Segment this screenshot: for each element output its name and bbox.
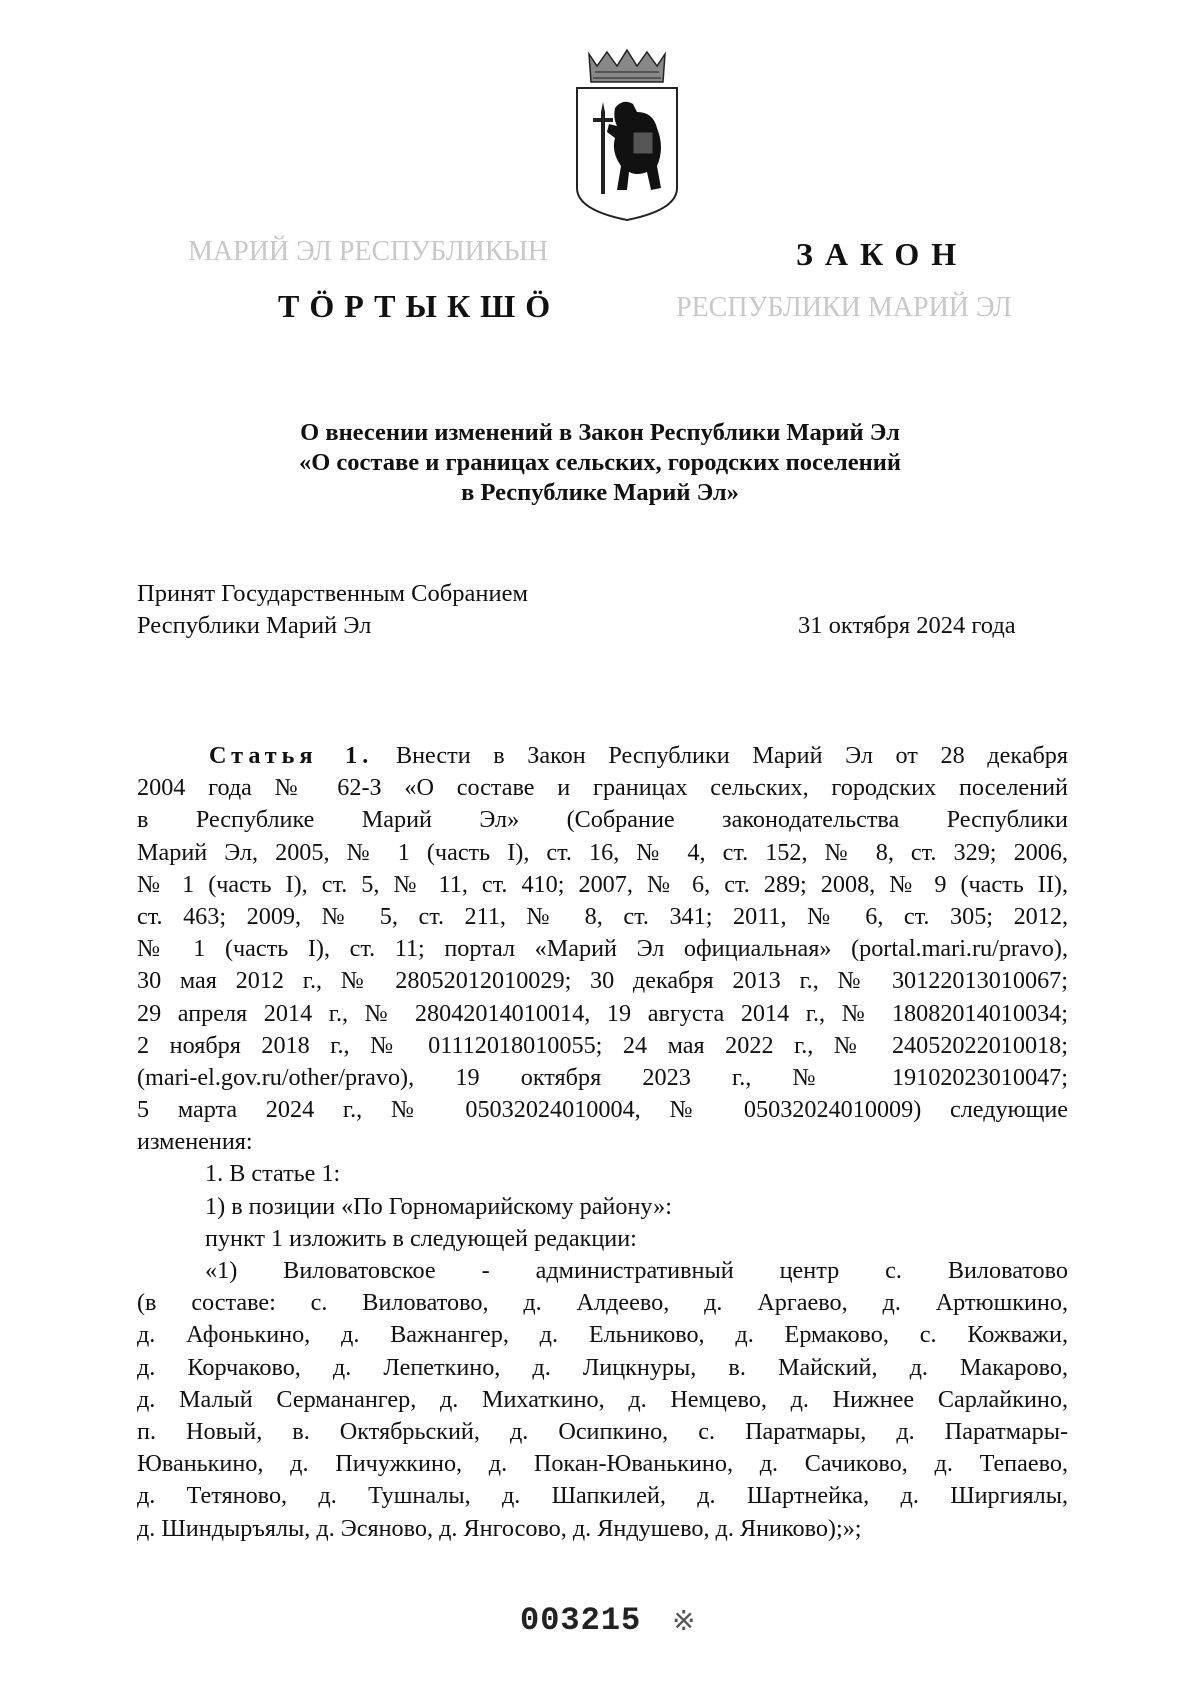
article-line: 30 мая 2012 г., № 28052012010029; 30 декабря 2013 г., № 30122013010067; <box>137 967 1068 995</box>
list-item: 1) в позиции «По Горномарийскому району»: <box>205 1192 672 1220</box>
adoption-line: Принят Государственным Собранием <box>137 580 528 607</box>
quote-line: д. Тетяново, д. Тушналы, д. Шапкилей, д. Шартнейка, д. Ширгиялы, <box>137 1482 1068 1510</box>
law-title-line: в Республике Марий Эл» <box>461 479 739 506</box>
header-mari-line2: ТӦРТЫКШӦ <box>278 288 561 324</box>
law-title-line: «О составе и границах сельских, городских поселений <box>298 449 901 476</box>
law-title-line: О внесении изменений в Закон Республики Марий Эл <box>300 419 900 446</box>
adoption-date: 31 октября 2024 года <box>798 612 1016 639</box>
header-ru-line1: ЗАКОН <box>796 236 969 272</box>
article-label: Статья 1. <box>209 742 374 769</box>
quote-line: д. Малый Серманангер, д. Михаткино, д. Немцево, д. Нижнее Сарлайкино, <box>137 1385 1068 1413</box>
article-line: изменения: <box>137 1128 253 1156</box>
article-line: Марий Эл, 2005, № 1 (часть I), ст. 16, № 4, ст. 152, № 8, ст. 329; 2006, <box>137 838 1068 866</box>
asterisk-icon: ※ <box>672 1604 696 1637</box>
article-line: 2004 года № 62-З «О составе и границах сельских, городских поселений <box>137 774 1068 802</box>
adoption-line: Республики Марий Эл <box>137 612 372 639</box>
coat-of-arms-icon <box>571 48 683 223</box>
quote-line: (в составе: с. Виловатово, д. Алдеево, д. Аргаево, д. Артюшкино, <box>137 1289 1068 1317</box>
article-line: № 1 (часть I), ст. 5, № 11, ст. 410; 2007, № 6, ст. 289; 2008, № 9 (часть II), <box>137 870 1068 898</box>
article-line: ст. 463; 2009, № 5, ст. 211, № 8, ст. 341; 2011, № 6, ст. 305; 2012, <box>137 902 1068 930</box>
article-text: Внести в Закон Республики Марий Эл от 28 декабря <box>395 742 1068 769</box>
header-mari-line1: МАРИЙ ЭЛ РЕСПУБЛИКЫН <box>188 236 549 267</box>
document-number-stamp: 003215 <box>520 1602 642 1639</box>
quote-line: Юванькино, д. Пичужкино, д. Покан-Юванькино, д. Сачиково, д. Тепаево, <box>137 1450 1068 1478</box>
article-line <box>137 740 1068 772</box>
quote-line: д. Корчаково, д. Лепеткино, д. Лицкнуры, в. Майский, д. Макарово, <box>137 1353 1068 1381</box>
article-line: 5 марта 2024 г., № 05032024010004, № 05032024010009) следующие <box>137 1096 1068 1124</box>
article-body <box>137 740 1068 1545</box>
article-line: в Республике Марий Эл» (Собрание законодательства Республики <box>137 806 1068 834</box>
quote-line: п. Новый, в. Октябрьский, д. Осипкино, с. Паратмары, д. Паратмары- <box>137 1417 1068 1445</box>
header-ru-line2: РЕСПУБЛИКИ МАРИЙ ЭЛ <box>676 292 1012 323</box>
list-item: пункт 1 изложить в следующей редакции: <box>205 1224 637 1252</box>
law-title <box>150 418 1050 508</box>
article-line: № 1 (часть I), ст. 11; портал «Марий Эл официальная» (portal.mari.ru/pravo), <box>137 935 1068 963</box>
article-line: 2 ноября 2018 г., № 01112018010055; 24 мая 2022 г., № 24052022010018; <box>137 1031 1068 1059</box>
article-line: 29 апреля 2014 г., № 28042014010014, 19 августа 2014 г., № 18082014010034; <box>137 999 1068 1027</box>
adoption-note <box>137 578 528 642</box>
quote-line: д. Шиндыръялы, д. Эсяново, д. Янгосово, д. Яндушево, д. Яниково);»; <box>137 1514 862 1542</box>
quote-line: д. Афонькино, д. Важнангер, д. Ельниково, д. Ермаково, с. Кожважи, <box>137 1321 1068 1349</box>
article-line: (mari-el.gov.ru/other/pravo), 19 октября 2023 г., № 19102023010047; <box>137 1063 1068 1091</box>
quote-line: «1) Виловатовское - административный центр с. Виловатово <box>205 1257 1068 1284</box>
list-item: 1. В статье 1: <box>205 1160 341 1188</box>
